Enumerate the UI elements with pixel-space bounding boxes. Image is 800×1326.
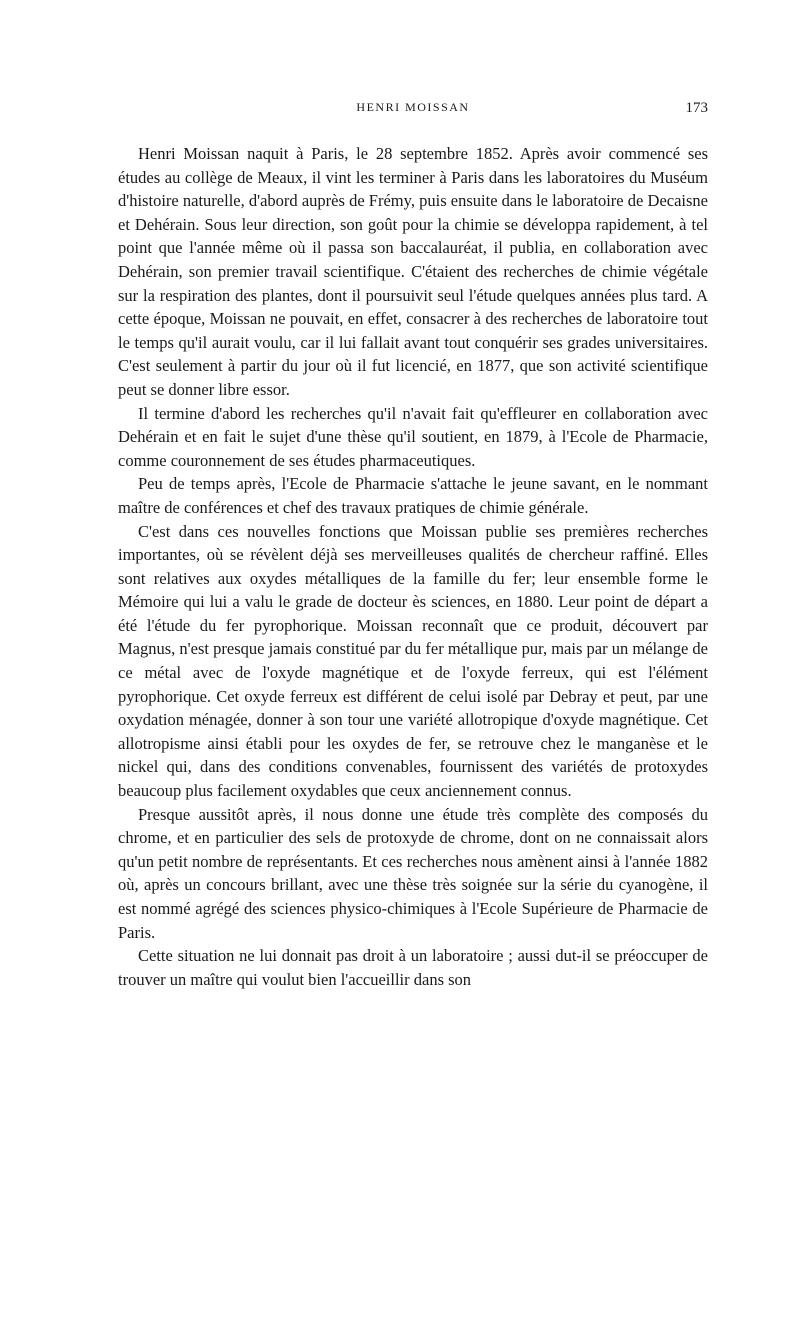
- paragraph-laboratory-search: Cette situation ne lui donnait pas droit à un laboratoire ; aussi dut-il se préoccuper de trouver un maître qui voulut bien l'accueillir dans son: [118, 946, 708, 989]
- body-text: [118, 142, 708, 991]
- paragraph-chromium-compounds: Presque aussitôt après, il nous donne une étude très complète des composés du chrome, et en particulier des sels de protoxyde de chrome, dont on ne connaissait alors qu'un petit nombre de représentants. Et ces recherches nous amènent ainsi à l'année 1882 où, après un concours brillant, avec une thèse très soignée sur la série du cyanogène, il est nommé agrégé des sciences physico-chimiques à l'Ecole Supérieure de Pharmacie de Paris.: [118, 804, 708, 942]
- running-header: [118, 100, 708, 120]
- paragraph-birth-and-studies: Henri Moissan naquit à Paris, le 28 septembre 1852. Après avoir commencé ses études au collège de Meaux, il vint les terminer à Paris dans les laboratoires du Muséum d'histoire naturelle, d'abord auprès de Frémy, puis ensuite dans le laboratoire de Decaisne et Dehérain. Sous leur direction, son goût pour la chimie se développa rapidement, à tel point que l'année même où il passa son baccalauréat, il publia, en collaboration avec Dehérain, son premier travail scientifique. C'étaient des recherches de chimie végétale sur la respiration des plantes, dont il poursuivit seul l'étude quelques années plus tard. A cette époque, Moissan ne pouvait, en effet, consacrer à des recherches de laboratoire tout le temps qu'il aurait voulu, car il lui fallait avant tout conquérir ses grades universitaires. C'est seulement à partir du jour où il fut licencié, en 1877, que son activité scientifique peut se donner libre essor.: [118, 144, 708, 399]
- paragraph-pharmacy-thesis: Il termine d'abord les recherches qu'il n'avait fait qu'effleurer en collaboration avec Dehérain et en fait le sujet d'une thèse qu'il soutient, en 1879, à l'Ecole de Pharmacie, comme couronnement de ses études pharmaceutiques.: [118, 403, 708, 470]
- paragraph-metallic-oxides: C'est dans ces nouvelles fonctions que Moissan publie ses premières recherches importantes, où se révèlent déjà ses merveilleuses qualités de chercheur raffiné. Elles sont relatives aux oxydes métalliques de la famille du fer; leur ensemble forme le Mémoire qui lui a valu le grade de docteur ès sciences, en 1880. Leur point de départ a été l'étude du fer pyrophorique. Moissan reconnaît que ce produit, découvert par Magnus, n'est presque jamais constitué par du fer métallique pur, mais par un mélange de ce métal avec de l'oxyde magnétique et de l'oxyde ferreux, qui est l'élément pyrophorique. Cet oxyde ferreux est différent de celui isolé par Debray et peut, par une oxydation ménagée, donner à son tour une variété allotropique d'oxyde magnétique. Cet allotropisme ainsi établi pour les oxydes de fer, se retrouve chez le manganèse et le nickel qui, dans des conditions convenables, fournissent des variétés de protoxydes beaucoup plus facilement oxydables que ceux anciennement connus.: [118, 521, 708, 801]
- page-number: 173: [685, 100, 708, 116]
- paragraph-lecturer-appointment: Peu de temps après, l'Ecole de Pharmacie s'attache le jeune savant, en le nommant maître de conférences et chef des travaux pratiques de chimie générale.: [118, 474, 708, 517]
- running-title: HENRI MOISSAN: [356, 100, 470, 114]
